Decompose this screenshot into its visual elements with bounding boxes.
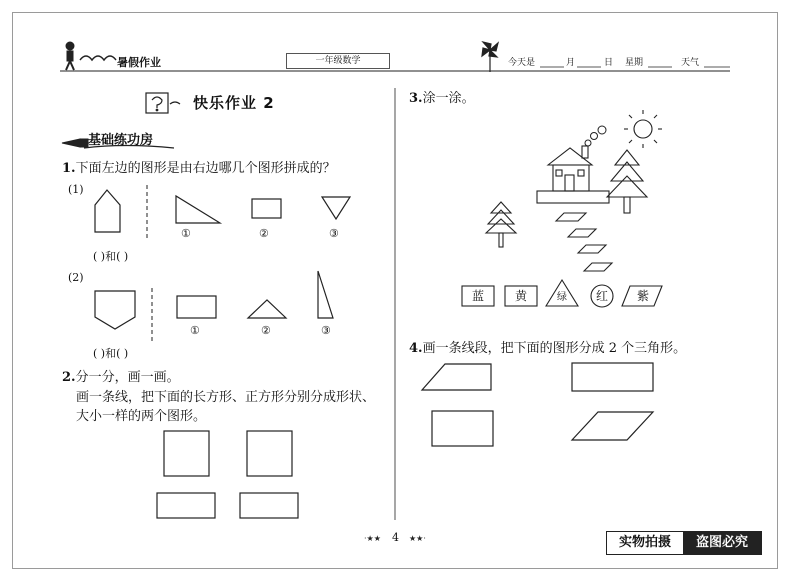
svg-text:★★·: ★★· <box>409 534 426 543</box>
q1-part2-option-3: ③ <box>321 324 331 337</box>
q2-square-right <box>247 431 292 476</box>
q1-part2-option-1: ① <box>190 324 200 337</box>
q1-number: 1. <box>62 161 76 176</box>
today-label: 今天是 <box>508 58 536 68</box>
q3-number: 3. <box>409 91 423 106</box>
q4-parallelogram <box>572 412 653 440</box>
q4-number: 4. <box>409 341 423 356</box>
q2-text: 分一分，画一画。 <box>75 370 180 385</box>
pencil-icon <box>62 139 88 147</box>
tree-right <box>607 150 647 213</box>
color-key-yellow: 黄 <box>514 289 527 303</box>
q2-instruction-line-2: 大小一样的两个图形。 <box>76 409 207 424</box>
q1-part2-label: (2) <box>68 271 84 284</box>
option-2-triangle <box>248 300 286 318</box>
q4-trapezoid <box>422 364 491 390</box>
day-label: 日 <box>604 58 614 68</box>
section-heading: 基础练功房 <box>88 133 154 148</box>
option-1-triangle <box>176 196 220 223</box>
stamp-left-text: 实物拍摄 <box>607 532 683 554</box>
watermark-stamp <box>606 531 762 555</box>
stepping-stones <box>556 213 612 271</box>
question-book-icon <box>146 93 180 113</box>
color-key-green: 绿 <box>557 292 567 303</box>
q4-rectangle <box>572 363 653 391</box>
grade-label: 一年级数学 <box>286 53 390 69</box>
q1-part1-option-3: ③ <box>329 227 339 240</box>
q1-part1-option-1: ① <box>181 227 191 240</box>
q2-prompt <box>62 371 180 384</box>
q1-part2-answer-blanks[interactable]: ( )和( ) <box>93 347 129 360</box>
q2-number: 2. <box>62 370 76 385</box>
page-number: 4 <box>392 531 399 544</box>
sun-drawing <box>624 110 662 148</box>
q1-part1-option-2: ② <box>259 227 269 240</box>
week-label: 星期 <box>625 58 644 68</box>
month-label: 月 <box>566 58 576 68</box>
stamp-right-text: 盗图必究 <box>683 532 761 554</box>
q2-instruction-line-1: 画一条线，把下面的长方形、正方形分别分成形状、 <box>76 390 376 405</box>
option-3-triangle <box>322 197 350 219</box>
q1-text: 下面左边的图形是由右边哪几个图形拼成的？ <box>75 161 336 176</box>
option-3-triangle-tall <box>318 271 333 318</box>
book-title: 暑假作业 <box>117 56 161 69</box>
pinwheel-icon <box>482 42 498 72</box>
house-pentagon-shape <box>95 190 120 232</box>
q2-rectangle-right <box>240 493 298 518</box>
mascot-logo <box>66 42 116 70</box>
chimney-smoke <box>585 126 606 146</box>
q4-square <box>432 411 493 446</box>
q1-part1-answer-blanks[interactable]: ( )和( ) <box>93 250 129 263</box>
q1-part2-option-2: ② <box>261 324 271 337</box>
tree-left <box>486 202 516 247</box>
q2-rectangle-left <box>157 493 215 518</box>
assignment-title: 快乐作业 2 <box>193 94 275 112</box>
q4-prompt <box>409 342 686 355</box>
q1-part1-label: (1) <box>68 183 84 196</box>
q2-square-left <box>164 431 209 476</box>
color-key-blue: 蓝 <box>471 289 484 303</box>
color-key-red: 红 <box>595 289 608 303</box>
house-drawing <box>537 146 609 203</box>
q1-prompt <box>62 162 336 175</box>
option-1-rectangle <box>177 296 216 318</box>
option-2-square <box>252 199 281 218</box>
q4-text: 画一条线段，把下面的图形分成 2 个三角形。 <box>422 341 687 356</box>
weather-label: 天气 <box>681 58 700 68</box>
q3-text: 涂一涂。 <box>422 91 475 106</box>
shield-pentagon-shape <box>95 291 135 329</box>
q3-prompt <box>409 92 475 105</box>
svg-text:·★★: ·★★ <box>364 534 381 543</box>
color-key-purple: 紫 <box>636 289 649 303</box>
